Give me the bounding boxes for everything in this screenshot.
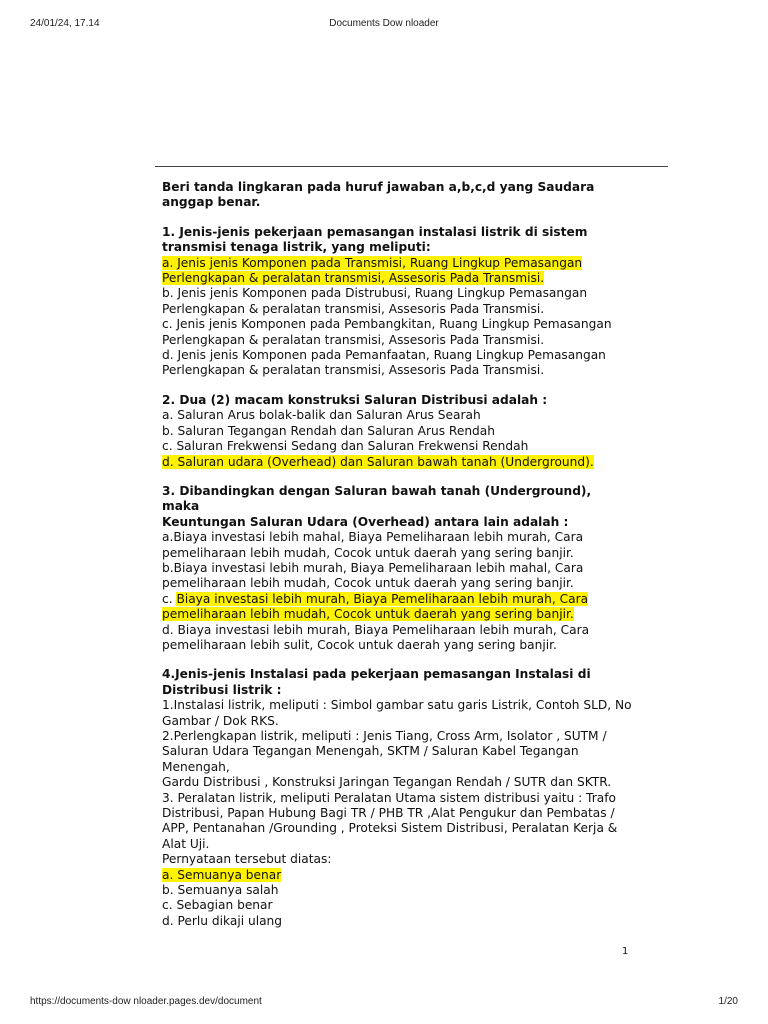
answer-highlight: pemeliharaan lebih mudah, Cocok untuk daerah yang sering banjir. (162, 607, 574, 622)
answer-option-b: b. Semuanya salah (162, 883, 279, 898)
answer-option-c: c. Sebagian benar (162, 898, 273, 913)
answer-option-b: b. Jenis jenis Komponen pada Distrubusi, Ruang Lingkup Pemasangan (162, 286, 588, 301)
answer-option-d: d. Jenis jenis Komponen pada Pemanfaatan, Ruang Lingkup Pemasangan (162, 348, 606, 363)
statement-3: 3. Peralatan listrik, meliputi Peralatan Utama sistem distribusi yaitu : Trafo (162, 790, 616, 805)
browser-header-title: Documents Dow nloader (329, 18, 439, 29)
answer-option-a: a. Saluran Arus bolak-balik dan Saluran Arus Searah (162, 408, 481, 423)
answer-option-d: d. Biaya investasi lebih murah, Biaya Pemeliharaan lebih murah, Cara (162, 622, 590, 637)
browser-footer-url: https://documents-dow nloader.pages.dev/document (30, 996, 262, 1007)
answer-option-d: d. Perlu dikaji ulang (162, 913, 283, 928)
answer-highlight: d. Saluran udara (Overhead) dan Saluran bawah tanah (Underground). (162, 454, 594, 469)
answer-option-d: Perlengkapan & peralatan transmisi, Assesoris Pada Transmisi. (162, 363, 545, 378)
header-rule (155, 166, 668, 167)
question-stem: Keuntungan Saluran Udara (Overhead) antara lain adalah : (162, 514, 569, 529)
statement-3: APP, Pentanahan /Grounding , Proteksi Sistem Distribusi, Peralatan Kerja & (162, 821, 618, 836)
answer-option-d (162, 455, 632, 470)
answer-option-a: a.Biaya investasi lebih mahal, Biaya Pemeliharaan lebih murah, Cara (162, 530, 584, 545)
browser-footer-page-count: 1/20 (718, 996, 738, 1007)
question-stem: 4.Jenis-jenis Instalasi pada pekerjaan pemasangan Instalasi di (162, 667, 591, 682)
statement-2: Saluran Udara Tegangan Menengah, SKTM / Saluran Kabel Tegangan Menengah, (162, 744, 579, 774)
answer-option-c: Perlengkapan & peralatan transmisi, Assesoris Pada Transmisi. (162, 332, 545, 347)
answer-option-d: pemeliharaan lebih sulit, Cocok untuk daerah yang sering banjir. (162, 637, 557, 652)
statement-1: 1.Instalasi listrik, meliputi : Simbol gambar satu garis Listrik, Contoh SLD, No (162, 698, 632, 713)
answer-option-a (162, 256, 632, 271)
statement-2: 2.Perlengkapan listrik, meliputi : Jenis Tiang, Cross Arm, Isolator , SUTM / (162, 729, 607, 743)
document-page-number: 1 (622, 946, 629, 957)
answer-option-a: pemeliharaan lebih mudah, Cocok untuk daerah yang sering banjir. (162, 545, 574, 560)
answer-option-b: pemeliharaan lebih mudah, Cocok untuk daerah yang sering banjir. (162, 576, 574, 591)
document-body (162, 180, 632, 929)
question-stem: 2. Dua (2) macam konstruksi Saluran Distribusi adalah : (162, 392, 548, 407)
answer-option-c: c. Saluran Frekwensi Sedang dan Saluran Frekwensi Rendah (162, 439, 529, 454)
answer-highlight: a. Semuanya benar (162, 867, 282, 882)
question-stem: 1. Jenis-jenis pekerjaan pemasangan instalasi listrik di sistem (162, 224, 588, 239)
answer-option-b: b. Saluran Tegangan Rendah dan Saluran Arus Rendah (162, 423, 495, 438)
question-4 (162, 667, 632, 929)
answer-highlight: a. Jenis jenis Komponen pada Transmisi, Ruang Lingkup Pemasangan (162, 255, 583, 270)
statement-3: Distribusi, Papan Hubung Bagi TR / PHB TR ,Alat Pengukur dan Pembatas / (162, 806, 615, 821)
answer-option-b: Perlengkapan & peralatan transmisi, Assesoris Pada Transmisi. (162, 301, 545, 316)
question-2 (162, 393, 632, 470)
statement-1: Gambar / Dok RKS. (162, 713, 279, 728)
question-1 (162, 225, 632, 379)
answer-option-c (162, 607, 632, 622)
question-stem: 3. Dibandingkan dengan Saluran bawah tanah (Underground), maka (162, 483, 592, 514)
option-prefix: c. (162, 591, 177, 606)
answer-option-a (162, 868, 632, 883)
question-3 (162, 484, 632, 653)
answer-option-a (162, 271, 632, 286)
question-stem: transmisi tenaga listrik, yang meliputi: (162, 240, 431, 255)
question-stem: Distribusi listrik : (162, 682, 282, 697)
answer-option-c: c. Jenis jenis Komponen pada Pembangkitan, Ruang Lingkup Pemasangan (162, 317, 612, 332)
answer-highlight: Biaya investasi lebih murah, Biaya Pemeliharaan lebih murah, Cara (176, 591, 589, 606)
answer-option-c (162, 592, 632, 607)
browser-header-datetime: 24/01/24, 17.14 (30, 18, 100, 29)
answer-option-b: b.Biaya investasi lebih murah, Biaya Pemeliharaan lebih mahal, Cara (162, 560, 584, 575)
instruction-line: anggap benar. (162, 195, 261, 210)
statement-prompt: Pernyataan tersebut diatas: (162, 852, 332, 867)
statement-2: Gardu Distribusi , Konstruksi Jaringan Tegangan Rendah / SUTR dan SKTR. (162, 775, 612, 790)
instruction-line: Beri tanda lingkaran pada huruf jawaban a,b,c,d yang Saudara (162, 180, 595, 194)
answer-highlight: Perlengkapan & peralatan transmisi, Assesoris Pada Transmisi. (162, 271, 545, 286)
statement-3: Alat Uji. (162, 836, 210, 851)
